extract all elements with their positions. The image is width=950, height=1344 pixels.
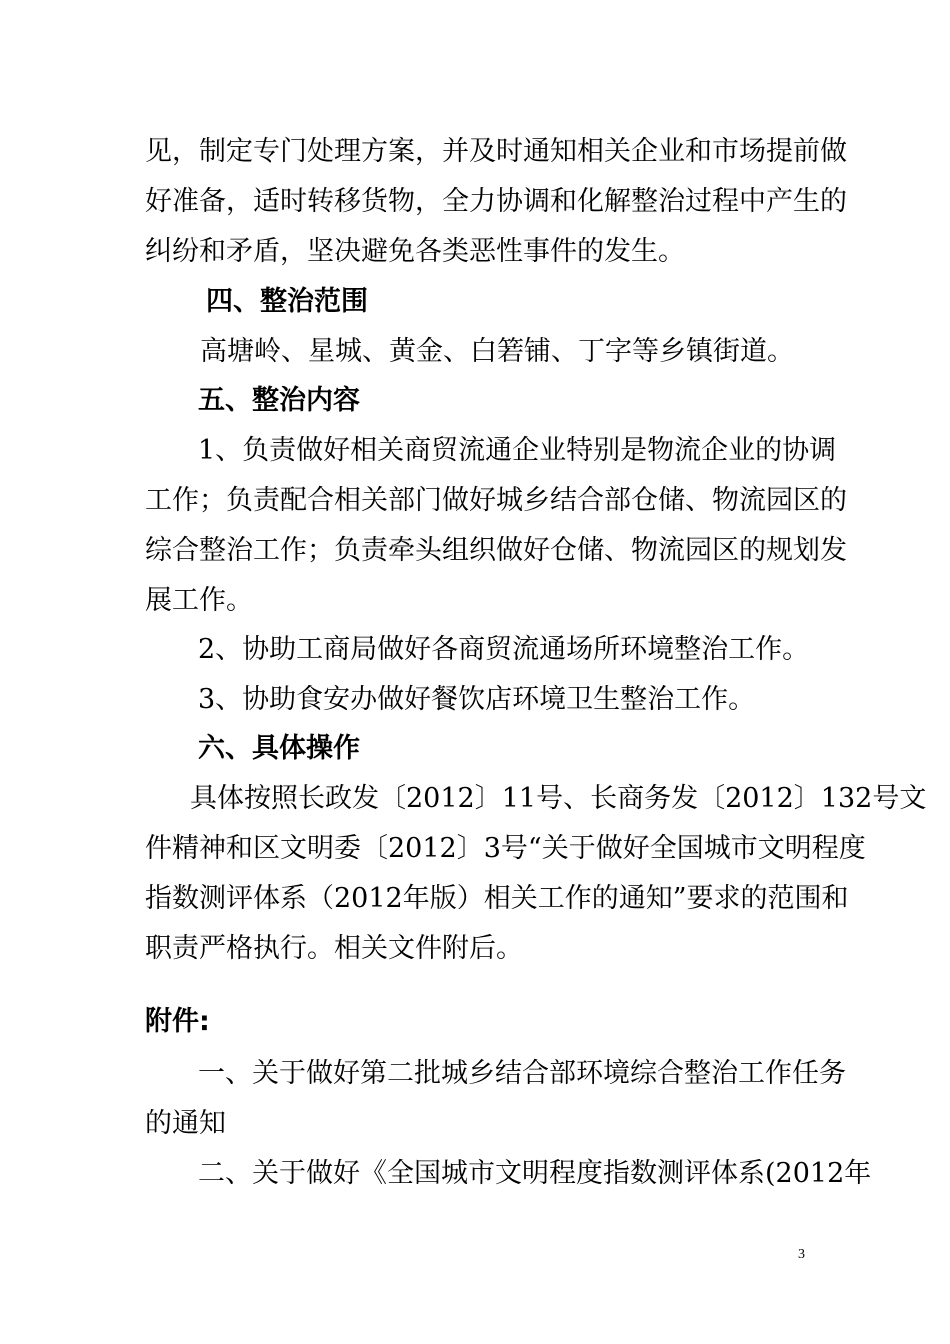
list-item-2: 2、协助工商局做好各商贸流通场所环境整治工作。 <box>198 634 810 665</box>
attachments-heading: 附件: <box>145 1006 210 1037</box>
section-heading-content: 五、整治内容 <box>198 385 360 416</box>
operation-line: 指数测评体系（2012年版）相关工作的通知”要求的范围和 <box>145 883 849 914</box>
attachment-2-line: 二、关于做好《全国城市文明程度指数测评体系(2012年 <box>198 1158 872 1189</box>
list-item-1-line: 展工作。 <box>145 585 253 616</box>
list-item-1-line: 1、负责做好相关商贸流通企业特别是物流企业的协调 <box>198 435 837 466</box>
list-item-3: 3、协助食安办做好餐饮店环境卫生整治工作。 <box>198 684 756 715</box>
paragraph-line: 纠纷和矛盾，坚决避免各类恶性事件的发生。 <box>145 236 685 267</box>
page-number: 3 <box>798 1247 805 1262</box>
operation-line: 职责严格执行。相关文件附后。 <box>145 933 523 964</box>
operation-line: 具体按照长政发〔2012〕11号、长商务发〔2012〕132号文 <box>190 783 927 814</box>
attachment-1-line: 一、关于做好第二批城乡结合部环境综合整治工作任务 <box>198 1058 846 1089</box>
list-item-1-line: 工作；负责配合相关部门做好城乡结合部仓储、物流园区的 <box>145 485 847 516</box>
scope-text: 高塘岭、星城、黄金、白箬铺、丁字等乡镇街道。 <box>200 336 794 367</box>
section-heading-operation: 六、具体操作 <box>198 733 360 764</box>
operation-line: 件精神和区文明委〔2012〕3号“关于做好全国城市文明程度 <box>145 833 866 864</box>
list-item-1-line: 综合整治工作；负责牵头组织做好仓储、物流园区的规划发 <box>145 535 847 566</box>
paragraph-line: 好准备，适时转移货物，全力协调和化解整治过程中产生的 <box>145 186 847 217</box>
attachment-1-line: 的通知 <box>145 1108 226 1139</box>
section-heading-scope: 四、整治范围 <box>206 286 368 317</box>
paragraph-line: 见，制定专门处理方案，并及时通知相关企业和市场提前做 <box>145 136 847 167</box>
